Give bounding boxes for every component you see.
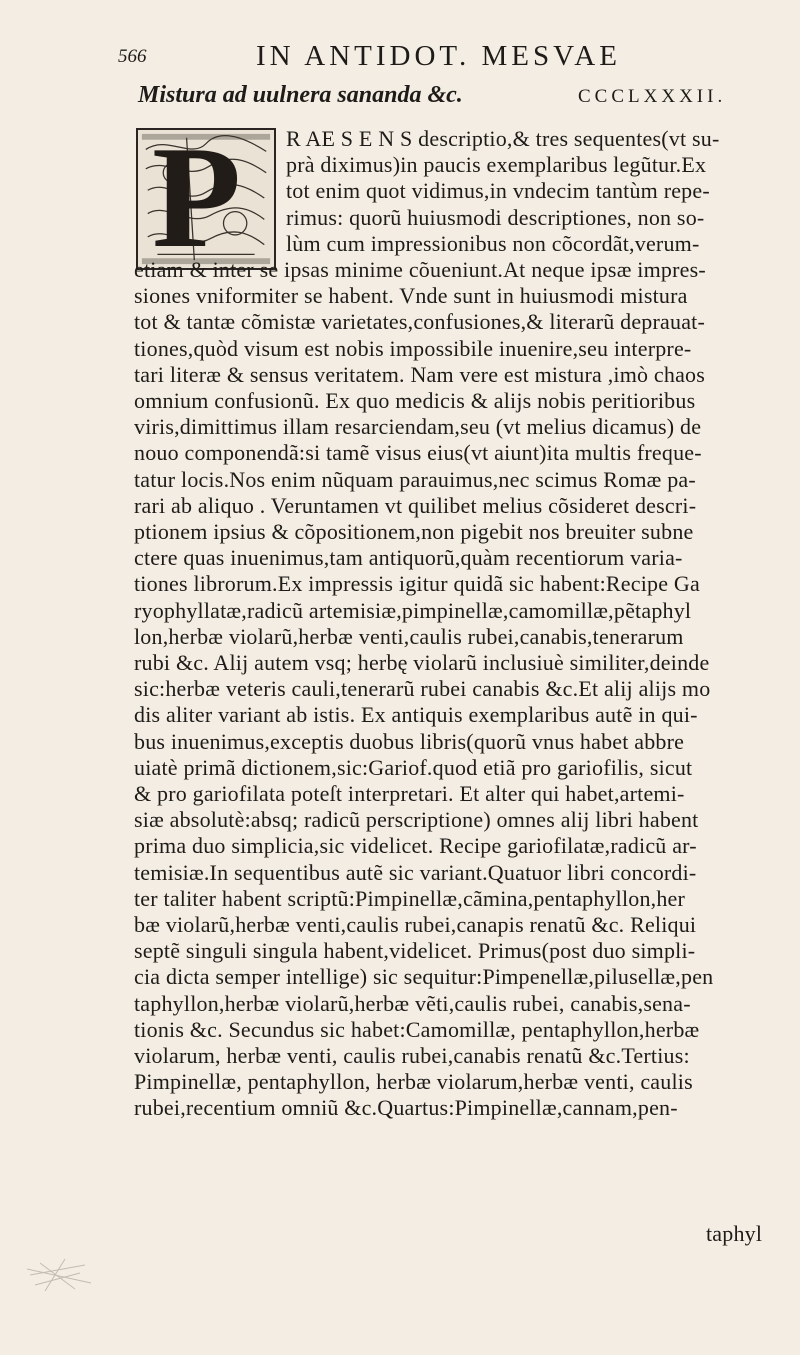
text-line: ryophyllatæ,radicũ artemisiæ,pimpinellæ,camomillæ,pẽtaphyl — [134, 597, 692, 623]
text-line: lùm cum impressionibus non cõcordãt,verum- — [286, 230, 700, 256]
section-number: CCCLXXXII. — [578, 86, 727, 107]
text-line: ptionem ipsius & cõpositionem,non pigebit nos breuiter subne — [134, 519, 694, 544]
text-line: viris,dimittimus illam resarciendam,seu (vt melius dicamus) de — [134, 414, 702, 440]
text-line: septẽ singuli singula habent,videlicet. Primus(post duo simpli- — [134, 938, 696, 964]
catchword: taphyl — [706, 1221, 763, 1246]
text-line: rari ab aliquo . Veruntamen vt quilibet melius cõsideret descri- — [134, 492, 697, 518]
text-line: temisiæ.In sequentibus autẽ sic variant.Quatuor libri concordi- — [134, 859, 697, 885]
section-title: Mistura ad uulnera sananda &c. — [138, 82, 463, 108]
text-line: etiam & inter se ipsas minime cõueniunt.At neque ipsæ impres- — [134, 257, 706, 282]
text-line: & pro gariofilata poteſt interpretari. Et alter qui habet,artemi- — [134, 781, 685, 806]
text-line: bæ violarũ,herbæ venti,caulis rubei,canapis renatũ &c. Reliqui — [134, 912, 697, 937]
text-line: bus inuenimus,exceptis duobus libris(quorũ vnus habet abbre — [134, 728, 685, 754]
text-line: siæ absolutè:absq; radicũ perscriptione) omnes alij libri habent — [134, 807, 699, 833]
text-line: uiatè primã dictionem,sic:Gariof.quod etiã pro gariofilis, sicut — [134, 754, 693, 780]
text-line: tatur locis.Nos enim nũquam parauimus,nec scimus Romæ pa- — [134, 466, 696, 492]
text-line: sic:herbæ veteris cauli,tenerarũ rubei canabis &c.Et alij alijs mo — [134, 676, 711, 702]
text-line: tionis &c. Secundus sic habet:Camomillæ, pentaphyllon,herbæ — [134, 1016, 700, 1042]
text-line: cia dicta semper intellige) sic sequitur:Pimpenellæ,pilusellæ,pen — [134, 964, 714, 990]
text-line: siones vniformiter se habent. Vnde sunt in huiusmodi mistura — [134, 283, 688, 309]
text-line: prà diximus)in paucis exemplaribus legũtur.Ex — [286, 152, 707, 178]
running-title: IN ANTIDOT. MESVAE — [256, 40, 621, 72]
text-line: tiones librorum.Ex impressis igitur quidã sic habent:Recipe Ga — [134, 571, 700, 597]
text-line: nouo componendã:si tamẽ visus eius(vt aiunt)ita multis freque- — [134, 440, 702, 466]
text-line: tiones,quòd visum est nobis impossibile inuenire,seu interpre- — [134, 335, 692, 361]
text-line: prima duo simplicia,sic videlicet. Recipe gariofilatæ,radicũ ar- — [134, 833, 697, 859]
text-line: lon,herbæ violarũ,herbæ venti,caulis rubei,canabis,tenerarum — [134, 623, 684, 649]
text-line: violarum, herbæ venti, caulis rubei,canabis renatũ &c.Tertius: — [134, 1043, 690, 1068]
page-number: 566 — [118, 46, 147, 67]
text-line: Pimpinellæ, pentaphyllon, herbæ violarum,herbæ venti, caulis — [134, 1069, 693, 1095]
text-line: R AE S E N S descriptio,& tres sequentes(vt su- — [286, 126, 720, 151]
text-line: ter taliter habent scriptũ:Pimpinellæ,cãmina,pentaphyllon,her — [134, 885, 686, 911]
ink-stain — [25, 1255, 95, 1295]
text-line: omnium confusionũ. Ex quo medicis & alijs nobis peritioribus — [134, 388, 696, 413]
text-line: tot & tantæ cõmistæ varietates,confusiones,& literarũ deprauat- — [134, 309, 706, 335]
text-line: dis aliter variant ab istis. Ex antiquis exemplaribus autẽ in qui- — [134, 702, 698, 728]
initial-letter: P — [152, 116, 242, 278]
text-line: taphyllon,herbæ violarũ,herbæ vẽti,caulis rubei, canabis,sena- — [134, 990, 691, 1016]
text-line: tari literæ & sensus veritatem. Nam vere est mistura ,imò chaos — [134, 361, 706, 387]
text-line: rimus: quorũ huiusmodi descriptiones, non so- — [286, 204, 705, 230]
text-line: rubi &c. Alij autem vsq; herbę violarũ inclusiuè similiter,deinde — [134, 650, 710, 675]
text-line: ctere quas inuenimus,tam antiquorũ,quàm recentiorum varia- — [134, 545, 683, 571]
text-line: tot enim quot vidimus,in vndecim tantùm repe- — [286, 178, 710, 204]
section-heading — [138, 82, 758, 114]
running-head — [118, 40, 758, 80]
decorated-initial — [136, 116, 276, 278]
text-line: rubei,recentium omniũ &c.Quartus:Pimpinellæ,cannam,pen- — [134, 1095, 678, 1121]
